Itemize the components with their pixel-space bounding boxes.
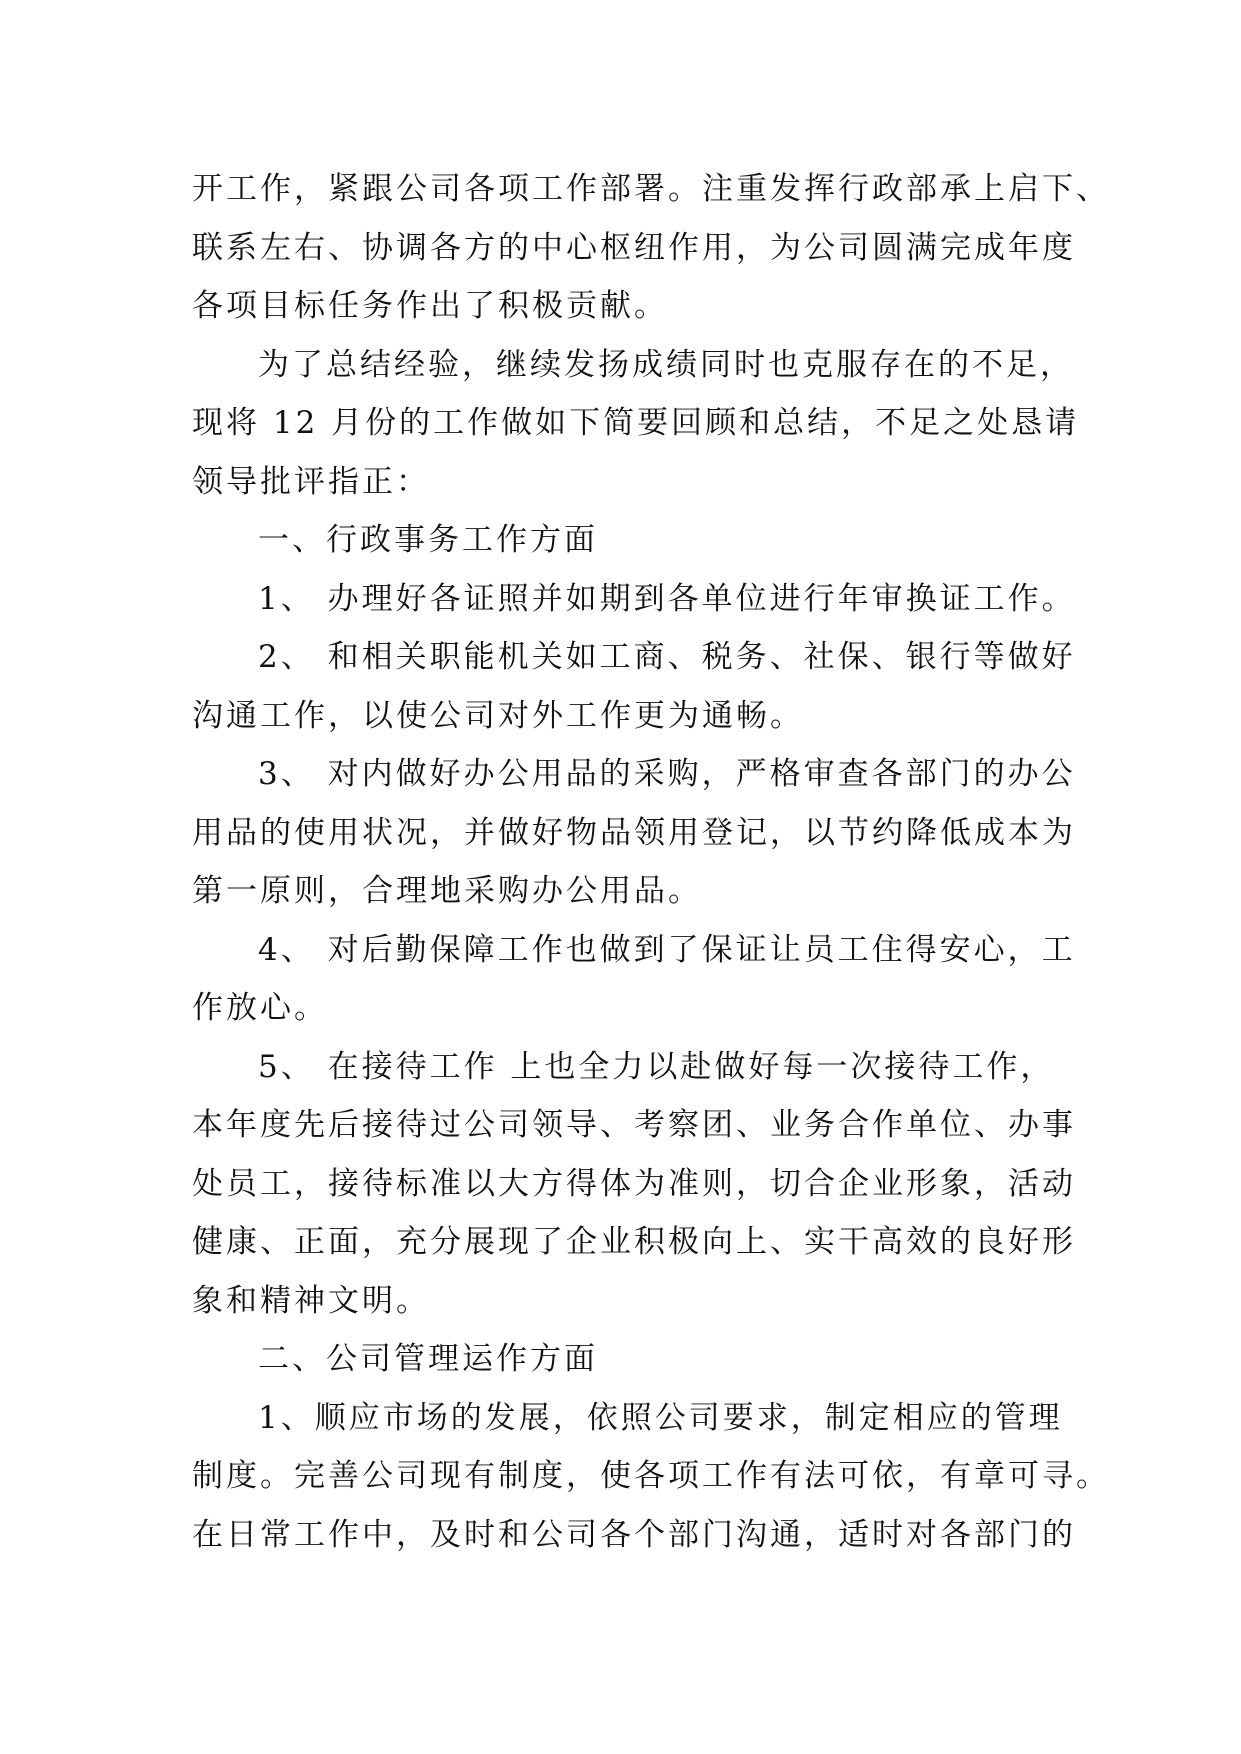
body-line: 作放心。	[192, 990, 328, 1026]
body-line: 沟通工作，以使公司对外工作更为通畅。	[192, 697, 804, 734]
body-line: 制度。完善公司现有制度，使各项工作有法可依，有章可寻。	[192, 1458, 1110, 1494]
list-item-4: 4、 对后勤保障工作也做到了保证让员工住得安心，工	[258, 931, 1076, 968]
body-line: 在日常工作中，及时和公司各个部门沟通，适时对各部门的	[192, 1516, 1076, 1553]
list-item-1: 1、顺应市场的发展，依照公司要求，制定相应的管理	[258, 1399, 1063, 1436]
section-heading-administrative: 一、行政事务工作方面	[258, 522, 598, 558]
body-line: 各项目标任务作出了积极贡献。	[192, 288, 668, 324]
document-body	[192, 160, 1110, 1564]
section-heading-management: 二、公司管理运作方面	[258, 1341, 598, 1377]
body-line: 健康、正面，充分展现了企业积极向上、实干高效的良好形	[192, 1224, 1076, 1260]
list-item-3: 3、 对内做好办公用品的采购，严格审查各部门的办公	[258, 756, 1076, 792]
paragraph-first-line: 为了总结经验，继续发扬成绩同时也克服存在的不足，	[258, 346, 1074, 383]
body-line: 本年度先后接待过公司领导、考察团、业务合作单位、办事	[192, 1107, 1076, 1143]
body-line: 用品的使用状况，并做好物品领用登记，以节约降低成本为	[192, 814, 1076, 851]
body-line: 象和精神文明。	[192, 1282, 430, 1319]
list-item-2: 2、 和相关职能机关如工商、税务、社保、银行等做好	[258, 639, 1076, 675]
list-item-1: 1、 办理好各证照并如期到各单位进行年审换证工作。	[258, 580, 1076, 617]
body-line: 开工作，紧跟公司各项工作部署。注重发挥行政部承上启下、	[192, 171, 1110, 207]
body-line: 现将 12 月份的工作做如下简要回顾和总结，不足之处恳请	[192, 405, 1080, 441]
list-item-5: 5、 在接待工作 上也全力以赴做好每一次接待工作，	[258, 1048, 1055, 1085]
body-line: 处员工，接待标准以大方得体为准则，切合企业形象，活动	[192, 1165, 1076, 1202]
body-line: 领导批评指正：	[192, 463, 430, 500]
body-line: 联系左右、协调各方的中心枢纽作用，为公司圆满完成年度	[192, 229, 1076, 266]
body-line: 第一原则，合理地采购办公用品。	[192, 873, 702, 909]
